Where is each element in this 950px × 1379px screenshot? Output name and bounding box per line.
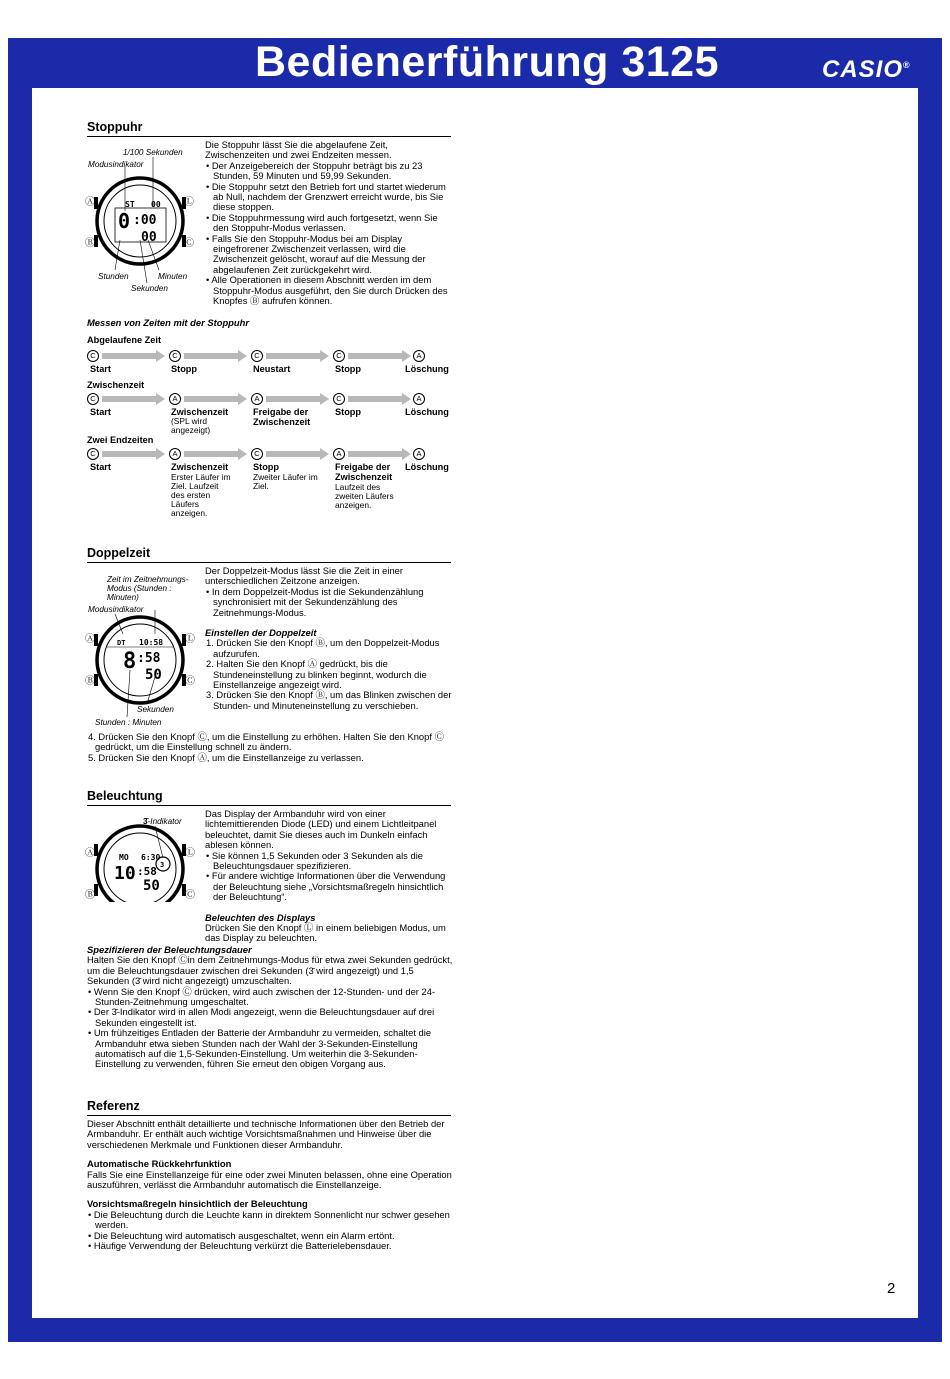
label-hours-minutes: Stunden : Minuten bbox=[95, 718, 162, 727]
svg-text:Ⓒ: Ⓒ bbox=[185, 676, 195, 687]
referenz-heading: Referenz bbox=[87, 1099, 451, 1116]
svg-text:Ⓑ: Ⓑ bbox=[85, 890, 95, 901]
arrow-icon bbox=[266, 396, 321, 402]
referenz-intro: Dieser Abschnitt enthält detaillierte und technische Informationen über den Betrieb der Armbanduhr. Er enthält auch wichtige Vorsichtsmaßnahmen und Hinweise über die verschiedenen Merkmale und Funktionen dieser Armbanduhr. bbox=[87, 1118, 445, 1150]
display-mode: ST bbox=[125, 200, 135, 209]
svg-text:DT: DT bbox=[117, 639, 126, 647]
watch-face-icon bbox=[85, 812, 203, 902]
button-key-icon: A bbox=[413, 393, 425, 405]
label-seconds: Sekunden bbox=[131, 284, 168, 293]
doppelzeit-heading: Doppelzeit bbox=[87, 546, 451, 563]
step-label: Freigabe der Zwischenzeit bbox=[335, 462, 393, 482]
doppelzeit-step: 5. Drücken Sie den Knopf Ⓐ, um die Einstellanzeige zu verlassen. bbox=[88, 751, 364, 763]
arrow-icon bbox=[184, 451, 239, 457]
doppelzeit-intro: Der Doppelzeit-Modus lässt Sie die Zeit in einer unterschiedlichen Zeitzone anzeigen. bbox=[205, 565, 404, 587]
doppelzeit-text bbox=[205, 566, 455, 711]
button-key-icon: C bbox=[87, 393, 99, 405]
svg-text:Ⓑ: Ⓑ bbox=[85, 238, 95, 249]
step-label: Start bbox=[90, 462, 111, 472]
doppelzeit-step: 4. Drücken Sie den Knopf Ⓒ, um die Einstellung zu erhöhen. Halten Sie den Knopf Ⓒ gedrückt, um die Einstellung schnell zu ändern. bbox=[88, 731, 444, 753]
label-mode-indicator: Modusindikator bbox=[88, 605, 144, 614]
doppelzeit-set-heading: Einstellen der Doppelzeit bbox=[205, 627, 317, 639]
button-key-icon: A bbox=[251, 393, 263, 405]
arrow-icon bbox=[348, 451, 403, 457]
stoppuhr-bullet: • Die Stoppuhr setzt den Betrieb fort und startet wiederum ab Null, nachdem der Grenzwert erreicht wurde, bis Sie diese stoppen. bbox=[206, 180, 446, 213]
svg-text:MO: MO bbox=[119, 853, 129, 862]
svg-text:00: 00 bbox=[141, 230, 157, 245]
step-label: Neustart bbox=[253, 364, 291, 374]
spec-text: Halten Sie den Knopf Ⓒin dem Zeitnehmungs-Modus für etwa zwei Sekunden gedrückt, um die Beleuchtungsdauer zwischen drei Sekunden (3̄ wird angezeigt) und 1,5 Sekunden (3̄ wird nicht angezeigt) umzuschalten. bbox=[87, 954, 453, 987]
button-key-icon: C bbox=[333, 350, 345, 362]
brand-name: CASIO bbox=[822, 56, 904, 83]
light-illustration bbox=[85, 812, 203, 902]
svg-text:Ⓛ: Ⓛ bbox=[184, 197, 194, 208]
stopwatch-illustration bbox=[85, 145, 200, 295]
arrow-icon bbox=[184, 353, 239, 359]
illum-text: Drücken Sie den Knopf Ⓛ in einem beliebigen Modus, um das Display zu beleuchten. bbox=[205, 922, 446, 944]
light-precaution-bullet: • Die Beleuchtung durch die Leuchte kann in direktem Sonnenlicht nur schwer gesehen werden. bbox=[88, 1208, 450, 1231]
spec-bullet: • Wenn Sie den Knopf Ⓒ drücken, wird auch zwischen der 12-Stunden- und der 24-Stunden-Zeitnehmung umgeschaltet. bbox=[88, 985, 436, 1008]
button-key-icon: A bbox=[169, 393, 181, 405]
button-key-icon: A bbox=[333, 448, 345, 460]
arrow-icon bbox=[102, 396, 157, 402]
step-label: Start bbox=[90, 364, 111, 374]
svg-text:Ⓐ: Ⓐ bbox=[85, 197, 95, 208]
step-label: Zwischenzeit bbox=[171, 462, 229, 472]
stoppuhr-text bbox=[205, 140, 455, 307]
light-precaution-bullet: • Die Beleuchtung wird automatisch ausgeschaltet, wenn ein Alarm ertönt. bbox=[88, 1229, 395, 1241]
button-key-icon: C bbox=[251, 350, 263, 362]
step-note: Erster Läufer im Ziel. Laufzeit des ersten Läufers anzeigen. bbox=[171, 472, 231, 518]
svg-text:0: 0 bbox=[118, 209, 131, 233]
step-label: Löschung bbox=[405, 407, 449, 417]
flow-two-finishes bbox=[87, 435, 457, 525]
stoppuhr-heading: Stoppuhr bbox=[87, 120, 451, 137]
auto-heading: Automatische Rückkehrfunktion bbox=[87, 1158, 232, 1170]
page-title: Bedienerführung 3125 bbox=[255, 38, 719, 86]
svg-text:50: 50 bbox=[143, 878, 160, 894]
beleuchtung-bullet: • Für andere wichtige Informationen über die Verwendung der Beleuchtung siehe „Vorsichtsmaßregeln hinsichtlich der Beleuchtung“. bbox=[206, 870, 446, 903]
stoppuhr-intro: Die Stoppuhr lässt Sie die abgelaufene Zeit, Zwischenzeiten und zwei Endzeiten messen. bbox=[205, 139, 392, 161]
flow-split bbox=[87, 380, 457, 435]
section-beleuchtung bbox=[87, 789, 451, 806]
spec-heading: Spezifizieren der Beleuchtungsdauer bbox=[87, 944, 252, 955]
button-key-icon: C bbox=[251, 448, 263, 460]
svg-text:00: 00 bbox=[151, 200, 161, 209]
svg-text:Ⓛ: Ⓛ bbox=[185, 634, 195, 645]
svg-text:Ⓑ: Ⓑ bbox=[85, 676, 95, 687]
stoppuhr-bullet: • Die Stoppuhrmessung wird auch fortgesetzt, wenn Sie den Stoppuhr-Modus verlassen. bbox=[206, 211, 438, 234]
arrow-icon bbox=[102, 451, 157, 457]
arrow-icon bbox=[102, 353, 157, 359]
svg-text:Ⓐ: Ⓐ bbox=[85, 848, 95, 859]
label-minutes: Minuten bbox=[158, 272, 188, 281]
dual-time-illustration bbox=[85, 572, 203, 732]
casio-logo bbox=[822, 56, 911, 84]
flow-title: Zwei Endzeiten bbox=[87, 435, 154, 445]
section-doppelzeit bbox=[87, 546, 451, 563]
label-seconds: Sekunden bbox=[137, 705, 174, 714]
stoppuhr-bullet: • Der Anzeigebereich der Stoppuhr beträgt bis zu 23 Stunden, 59 Minuten und 59,99 Sekunden. bbox=[206, 159, 423, 182]
auto-text: Falls Sie eine Einstellanzeige für eine oder zwei Minuten belassen, ohne eine Operation auszuführen, verlässt die Armbanduhr automatisch die Einstellanzeige. bbox=[87, 1168, 452, 1191]
flow-title: Zwischenzeit bbox=[87, 380, 145, 390]
label-light-indicator: 3̄-Indikator bbox=[143, 817, 182, 826]
doppelzeit-step: 3. Drücken Sie den Knopf Ⓑ, um das Blinken zwischen der Stunden- und Minuteneinstellung zu verschieben. bbox=[206, 689, 452, 711]
button-key-icon: A bbox=[413, 350, 425, 362]
referenz-text bbox=[87, 1119, 453, 1251]
flow-elapsed bbox=[87, 335, 457, 385]
beleuchtung-text bbox=[205, 809, 455, 944]
light-precaution-bullet: • Häufige Verwendung der Beleuchtung verkürzt die Batterielebensdauer. bbox=[88, 1240, 392, 1252]
svg-text:6:30: 6:30 bbox=[141, 853, 161, 862]
svg-text::58: :58 bbox=[137, 865, 157, 878]
step-label: Freigabe der Zwischenzeit bbox=[253, 407, 311, 427]
label-zone-time: Zeit im Zeitnehmungs-Modus (Stunden : Minuten) bbox=[107, 575, 189, 602]
step-label: Stopp bbox=[335, 407, 362, 417]
flow-title: Abgelaufene Zeit bbox=[87, 335, 162, 345]
svg-text:Ⓛ: Ⓛ bbox=[185, 848, 195, 859]
step-label: Stopp bbox=[171, 364, 198, 374]
button-key-icon: C bbox=[333, 393, 345, 405]
section-stoppuhr bbox=[87, 120, 451, 137]
label-mode-indicator: Modusindikator bbox=[88, 160, 144, 169]
svg-text:Ⓒ: Ⓒ bbox=[185, 890, 195, 901]
label-hours: Stunden bbox=[98, 272, 129, 281]
svg-text:10:58: 10:58 bbox=[139, 638, 164, 647]
stoppuhr-bullet: • Falls Sie den Stoppuhr-Modus bei am Display eingefrorener Zwischenzeit verlassen, wird die Zwischenzeit gelöscht, worauf auf die Messung der abgelaufenen Zeit zurückgekehrt wird. bbox=[206, 232, 426, 275]
doppelzeit-bullet: • In dem Doppelzeit-Modus ist die Sekundenzählung synchronisiert mit der Sekundenzählung des Zeitnehmungs-Modus. bbox=[206, 585, 424, 618]
svg-text:10: 10 bbox=[114, 863, 136, 884]
button-key-icon: A bbox=[413, 448, 425, 460]
step-note: Laufzeit des zweiten Läufers anzeigen. bbox=[335, 482, 394, 510]
svg-text:Ⓐ: Ⓐ bbox=[85, 634, 95, 645]
stoppuhr-bullet: • Alle Operationen in diesem Abschnitt werden im dem Stoppuhr-Modus ausgeführt, den Sie durch Drücken des Knopfes Ⓑ aufrufen können. bbox=[206, 274, 448, 307]
beleuchtung-bullet: • Sie können 1,5 Sekunden oder 3 Sekunden als die Beleuchtungsdauer spezifizieren. bbox=[206, 849, 423, 872]
svg-text:50: 50 bbox=[145, 667, 162, 683]
button-key-icon: C bbox=[169, 350, 181, 362]
doppelzeit-step: 1. Drücken Sie den Knopf Ⓑ, um den Doppelzeit-Modus aufzurufen. bbox=[206, 637, 440, 659]
arrow-icon bbox=[266, 353, 321, 359]
button-key-icon: C bbox=[87, 350, 99, 362]
step-note: Zweiter Läufer im Ziel. bbox=[253, 472, 318, 491]
svg-text:Ⓒ: Ⓒ bbox=[184, 238, 194, 249]
arrow-icon bbox=[266, 451, 321, 457]
beleuchtung-spec bbox=[87, 945, 453, 1070]
svg-text:8: 8 bbox=[123, 649, 137, 674]
label-hundredths: 1/100 Sekunden bbox=[123, 148, 183, 157]
light-precaution-heading: Vorsichtsmaßregeln hinsichtlich der Beleuchtung bbox=[87, 1198, 308, 1210]
arrow-icon bbox=[348, 396, 403, 402]
step-label: Zwischenzeit bbox=[171, 407, 229, 417]
svg-text::58: :58 bbox=[137, 651, 161, 666]
beleuchtung-heading: Beleuchtung bbox=[87, 789, 451, 806]
page-number: 2 bbox=[887, 1280, 896, 1297]
step-label: Stopp bbox=[335, 364, 362, 374]
measure-heading: Messen von Zeiten mit der Stoppuhr bbox=[87, 317, 249, 328]
doppelzeit-step: 2. Halten Sie den Knopf Ⓐ gedrückt, bis die Stundeneinstellung zu blinken beginnt, wodurch die Einstellanzeige angezeigt wird. bbox=[206, 658, 427, 691]
step-label: Start bbox=[90, 407, 111, 417]
step-note: (SPL wird angezeigt) bbox=[171, 416, 211, 435]
arrow-icon bbox=[184, 396, 239, 402]
button-key-icon: C bbox=[87, 448, 99, 460]
section-referenz bbox=[87, 1099, 451, 1116]
beleuchtung-intro: Das Display der Armbanduhr wird von einer lichtemittierenden Diode (LED) und einem Lichtleitpanel beleuchtet, damit Sie dieses auch im Dunkeln einfach ablesen können. bbox=[205, 808, 437, 851]
svg-text:3: 3 bbox=[160, 861, 165, 869]
registered-mark: ® bbox=[903, 60, 911, 70]
step-label: Stopp bbox=[253, 462, 280, 472]
button-key-icon: A bbox=[169, 448, 181, 460]
illum-heading: Beleuchten des Displays bbox=[205, 911, 316, 923]
step-label: Löschung bbox=[405, 364, 449, 374]
spec-bullet: • Der 3̄-Indikator wird in allen Modi angezeigt, wenn die Beleuchtungsdauer auf drei Sekunden eingestellt ist. bbox=[88, 1006, 435, 1028]
spec-bullet: • Um frühzeitiges Entladen der Batterie der Armbanduhr zu vermeiden, schaltet die Armbanduhr etwa sieben Stunden nach der Wahl der 3-Sekunden-Einstellung automatisch auf die 1,5-Sekunden-Einstellung. Um weiterhin die 3-Sekunden-Einstellung zu verwenden, führen Sie erneut den obigen Vorgang aus. bbox=[88, 1027, 432, 1070]
svg-text::00: :00 bbox=[133, 213, 157, 228]
arrow-icon bbox=[348, 353, 403, 359]
step-label: Löschung bbox=[405, 462, 449, 472]
doppelzeit-steps-cont bbox=[87, 732, 451, 763]
